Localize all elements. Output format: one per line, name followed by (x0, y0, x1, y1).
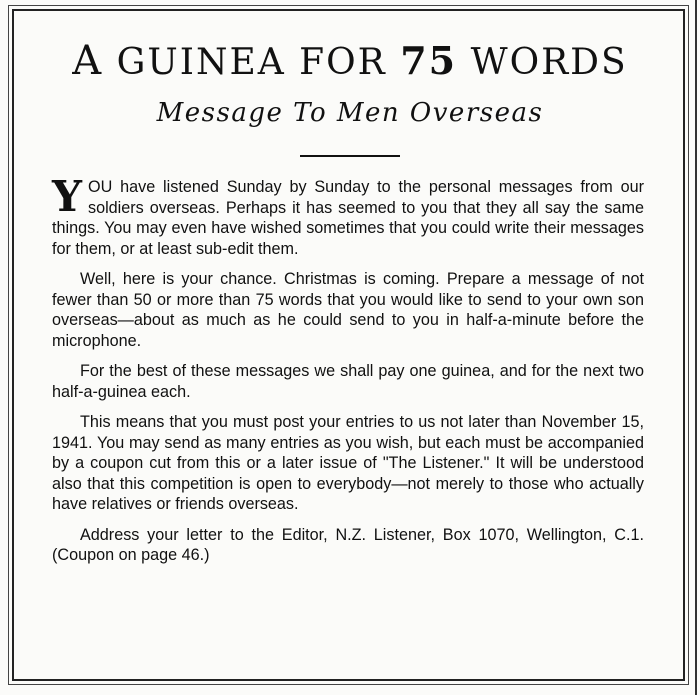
paragraph-1-text: OU have listened Sunday by Sunday to the personal messages from our soldiers overseas. Perhaps it has seemed to you that they all say the same things. You may even have wished sometimes that you could write their messages for them, or at least sub-edit them. (52, 178, 644, 258)
title-middle-words: GUINEA FOR (116, 42, 387, 83)
title-first-word: A (72, 38, 104, 84)
article-body (52, 172, 644, 576)
article-title (0, 38, 700, 84)
title-divider (300, 155, 400, 157)
paragraph-5: Address your letter to the Editor, N.Z. Listener, Box 1070, Wellington, C.1. (Coupon on page 46.) (52, 525, 644, 564)
title-number: 75 (400, 38, 458, 83)
paragraph-4: This means that you must post your entries to us not later than November 15, 1941. You may send as many entries as you wish, but each must be accompanied by a coupon cut from this or a later issue of "The Listener." It will be understood also that this competition is open to everybody—not merely to those who actually have relatives or friends overseas. (52, 413, 644, 513)
drop-cap: Y (52, 172, 82, 221)
paragraph-3: For the best of these messages we shall pay one guinea, and for the next two half-a-guinea each. (52, 362, 644, 401)
title-last-word: WORDS (470, 42, 628, 83)
article-subtitle: Message To Men Overseas (156, 98, 544, 128)
paragraph-2: Well, here is your chance. Christmas is coming. Prepare a message of not fewer than 50 or more than 75 words that you would like to send to your own son overseas—about as much as he could send to you in half-a-minute before the microphone. (52, 270, 644, 350)
paragraph-1 (52, 172, 644, 259)
